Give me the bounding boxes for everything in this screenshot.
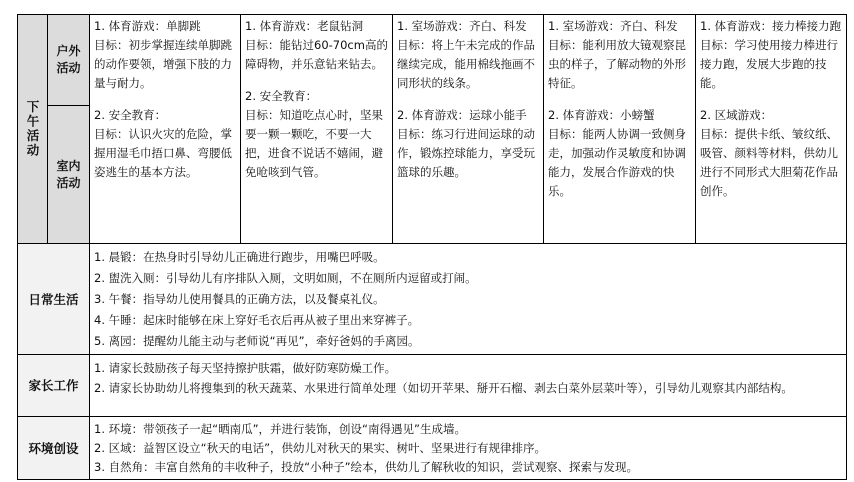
list-item: 2. 请家长协助幼儿将搜集到的秋天蔬菜、水果进行简单处理（如切开苹果、掰开石榴、剥去白菜外层菜叶等），引导幼儿观察其内部结构。 bbox=[94, 381, 793, 395]
afternoon-label: 下午活动 bbox=[25, 100, 40, 158]
activity-goal: 目标：能钻过60-70cm高的障碍物，并乐意钻来钻去。 bbox=[245, 38, 388, 71]
parents-header: 家长工作 bbox=[18, 355, 90, 417]
environment-row bbox=[18, 417, 847, 480]
afternoon-day-2 bbox=[241, 15, 393, 244]
activity-title: 2. 体育游戏：小螃蟹 bbox=[548, 108, 655, 122]
list-item: 1. 晨锻：在热身时引导幼儿正确进行跑步，用嘴巴呼吸。 bbox=[94, 250, 385, 264]
activity-goal: 目标：能利用放大镜观察昆虫的样子，了解动物的外形特征。 bbox=[548, 38, 686, 90]
activity-title: 1. 室场游戏：齐白、科发 bbox=[397, 19, 527, 33]
activity-title: 2. 体育游戏：运球小能手 bbox=[397, 108, 527, 122]
environment-content bbox=[90, 417, 847, 480]
activity-goal: 目标：将上午未完成的作品继续完成，能用棉线拖画不同形状的线条。 bbox=[397, 38, 535, 90]
indoor-header bbox=[48, 106, 90, 244]
activity-title: 2. 区域游戏： bbox=[700, 108, 773, 122]
daily-life-content bbox=[90, 244, 847, 355]
activity-goal: 目标：练习行进间运球的动作，锻炼控球能力，享受玩篮球的乐趣。 bbox=[397, 127, 535, 179]
list-item: 2. 区域：益智区设立“秋天的电话”，供幼儿对秋天的果实、树叶、坚果进行有规律排序。 bbox=[94, 441, 547, 455]
activity-title: 1. 室场游戏：齐白、科发 bbox=[548, 19, 678, 33]
afternoon-outdoor-row bbox=[18, 15, 847, 106]
activity-title: 2. 安全教育： bbox=[245, 89, 318, 103]
environment-header: 环境创设 bbox=[18, 417, 90, 480]
list-item: 2. 盥洗入厕：引导幼儿有序排队入厕，文明如厕，不在厕所内逗留或打闹。 bbox=[94, 271, 477, 285]
activity-goal: 目标：提供卡纸、皱纹纸、吸管、颜料等材料，供幼儿进行不同形式大胆菊花作品创作。 bbox=[700, 127, 838, 198]
list-item: 5. 离园：提醒幼儿能主动与老师说“再见”，牵好爸妈的手离园。 bbox=[94, 334, 420, 348]
daily-life-row bbox=[18, 244, 847, 355]
list-item: 1. 环境：带领孩子一起“晒南瓜”，并进行装饰，创设“南得遇见”生成墙。 bbox=[94, 422, 466, 436]
parents-content bbox=[90, 355, 847, 417]
afternoon-day-5 bbox=[696, 15, 847, 244]
list-item: 3. 自然角：丰富自然角的丰收种子，投放“小种子”绘本，供幼儿了解秋收的知识，尝试观察、探索与发现。 bbox=[94, 460, 639, 474]
outdoor-header bbox=[48, 15, 90, 106]
activity-goal: 目标：初步掌握连续单脚跳的动作要领，增强下肢的力量与耐力。 bbox=[94, 38, 232, 90]
indoor-label: 室内活动 bbox=[56, 158, 81, 190]
activity-goal: 目标：认识火灾的危险，掌握用湿毛巾捂口鼻、弯腰低姿逃生的基本方法。 bbox=[94, 127, 232, 179]
weekly-plan-sheet bbox=[17, 14, 846, 477]
activity-title: 2. 安全教育： bbox=[94, 108, 167, 122]
parents-row bbox=[18, 355, 847, 417]
activity-goal: 目标：学习使用接力棒进行接力跑，发展大步跑的技能。 bbox=[700, 38, 838, 90]
activity-goal: 目标：能两人协调一致侧身走，加强动作灵敏度和协调能力，发展合作游戏的快乐。 bbox=[548, 127, 686, 198]
afternoon-header bbox=[18, 15, 48, 244]
afternoon-day-3 bbox=[393, 15, 544, 244]
plan-table bbox=[17, 14, 847, 480]
activity-title: 1. 体育游戏：接力棒接力跑 bbox=[700, 19, 842, 33]
activity-goal: 目标：知道吃点心时，坚果要一颗一颗吃，不要一大把，进食不说话不嬉闹，避免呛咳到气管。 bbox=[245, 108, 383, 179]
daily-life-header: 日常生活 bbox=[18, 244, 90, 355]
list-item: 1. 请家长鼓励孩子每天坚持擦护肤霜，做好防寒防燥工作。 bbox=[94, 361, 397, 375]
list-item: 4. 午睡：起床时能够在床上穿好毛衣后再从被子里出来穿裤子。 bbox=[94, 313, 420, 327]
activity-title: 1. 体育游戏：单脚跳 bbox=[94, 19, 201, 33]
afternoon-day-4 bbox=[544, 15, 696, 244]
outdoor-label: 户外活动 bbox=[56, 44, 81, 75]
afternoon-day-1 bbox=[90, 15, 241, 244]
activity-title: 1. 体育游戏：老鼠钻洞 bbox=[245, 19, 364, 33]
list-item: 3. 午餐：指导幼儿使用餐具的正确方法，以及餐桌礼仪。 bbox=[94, 292, 385, 306]
